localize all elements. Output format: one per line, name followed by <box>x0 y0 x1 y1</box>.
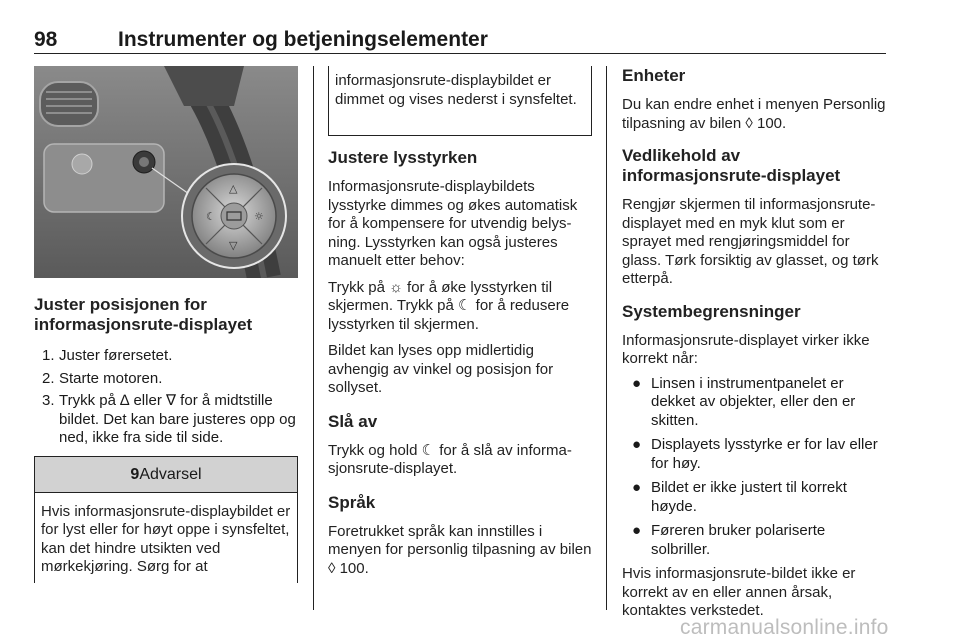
warning-title: Advarsel <box>139 465 202 483</box>
figure-illustration <box>34 66 298 278</box>
page-number: 98 <box>34 28 58 51</box>
warning-box-continued <box>328 66 592 136</box>
list-item: ● Føreren bruker polariserte solbriller. <box>632 522 826 558</box>
list-item: ● Bildet er ikke justert til korrekt høyde. <box>632 479 847 515</box>
svg-text:▽: ▽ <box>229 239 238 252</box>
svg-text:☾: ☾ <box>206 210 216 223</box>
svg-text:△: △ <box>229 182 238 195</box>
steps-list <box>34 347 298 448</box>
section-heading: Enheter <box>622 66 686 85</box>
section-heading: Slå av <box>328 411 378 431</box>
column-divider <box>606 66 607 610</box>
list-item: 1. Juster førersetet. <box>42 347 173 364</box>
column-right <box>622 66 888 621</box>
bullet-icon: ● <box>632 522 642 539</box>
list-item: ● Linsen i instrumentpanelet er dekket av objekter, eller den er skitten. <box>632 374 856 429</box>
column-divider <box>313 66 314 610</box>
paragraph: Trykk på ☼ for å øke lysstyrken til skjermen. Trykk på ☾ for å redusere lysstyrken til skjermen. <box>328 278 570 333</box>
paragraph: Du kan endre enhet i menyen Personlig tilpasning av bilen ◊ 100. <box>622 96 886 132</box>
warning-text-continued: informasjonsrute-displaybildet er dimmet og vises nederst i synsfeltet. <box>335 72 577 108</box>
list-item: 3. Trykk på ∆ eller ∇ for å midtstille bildet. Det kan bare justeres opp og ned, ikke fra side til side. <box>42 392 296 446</box>
section-heading: Juster posisjonen for informasjonsrute-displayet <box>34 295 253 334</box>
warning-box <box>34 456 298 583</box>
section-heading: Språk <box>328 492 376 512</box>
paragraph: Informasjonsrute-displayet virker ikke korrekt når: <box>622 331 870 367</box>
column-middle <box>328 66 592 578</box>
list-item: 2. Starte motoren. <box>42 369 163 387</box>
paragraph: Foretrukket språk kan innstilles i menyen for personlig tilpasning av bilen ◊ 100. <box>328 522 592 577</box>
paragraph: Hvis informasjonsrute-bildet ikke er korrekt av en eller annen årsak, kontaktes verkstedet. <box>622 565 856 619</box>
watermark: carmanualsonline.info <box>680 616 889 639</box>
page-header <box>34 28 886 54</box>
page-title: Instrumenter og betjeningselementer <box>118 28 488 51</box>
warning-icon: 9 <box>130 465 140 483</box>
paragraph: Rengjør skjermen til informasjonsrute-displayet med en myk klut som er sprayet med rengjøringsmiddel for glass. Tørk forsiktig av glasset, og tørk etterpå. <box>622 196 879 287</box>
section-heading: Systembegrensninger <box>622 301 801 321</box>
section-heading: Justere lysstyrken <box>328 148 478 167</box>
dashboard-control-figure <box>34 66 298 278</box>
paragraph: Bildet kan lyses opp midlertidig avhengig av vinkel og posisjon for sollyset. <box>328 342 554 396</box>
warning-header <box>35 457 297 493</box>
column-left <box>34 66 298 583</box>
paragraph: Informasjonsrute-displaybildets lysstyrke dimmes og økes automatisk for å kompensere for utvendig belysning. Lysstyrken kan også justeres manuelt etter behov: <box>328 178 578 269</box>
bullet-icon: ● <box>632 436 642 453</box>
bullet-list <box>622 375 888 560</box>
paragraph: Trykk og hold ☾ for å slå av informasjonsrute-displayet. <box>328 441 572 477</box>
bullet-icon: ● <box>632 479 642 496</box>
svg-text:☼: ☼ <box>254 210 264 223</box>
bullet-icon: ● <box>632 374 642 392</box>
warning-text: Hvis informasjonsrute-displaybildet er for lyst eller for høyt oppe i synsfeltet, kan det hindre utsikten ved mørkekjøring. Sørg for at <box>41 502 291 575</box>
list-item: ● Displayets lysstyrke er for lav eller for høy. <box>632 436 878 472</box>
section-heading: Vedlikehold av informasjonsrute-displayet <box>622 146 841 185</box>
